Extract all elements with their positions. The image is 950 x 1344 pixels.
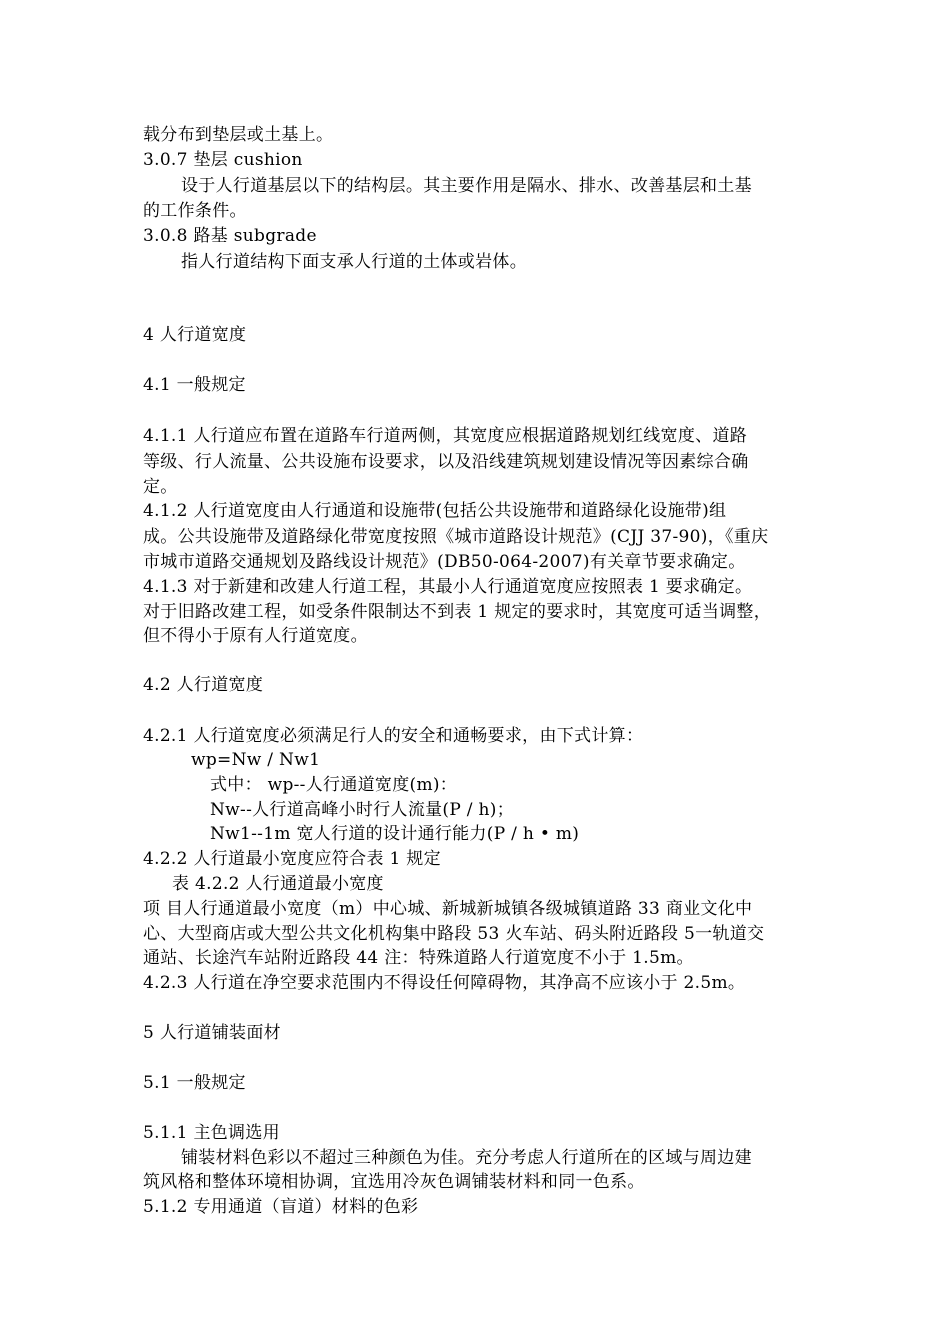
text-line: 筑风格和整体环境相协调，宜选用冷灰色调铺装材料和同一色系。 [143, 1172, 645, 1192]
text-line: 指人行道结构下面支承人行道的土体或岩体。 [181, 252, 527, 272]
section-heading-3-0-8: 3.0.8 路基 subgrade [143, 226, 317, 246]
text-line: 但不得小于原有人行道宽度。 [143, 626, 368, 646]
text-line: 对于旧路改建工程，如受条件限制达不到表 1 规定的要求时，其宽度可适当调整， [143, 602, 772, 622]
section-heading-3-0-7: 3.0.7 垫层 cushion [143, 150, 303, 170]
text-line: 市城市道路交通规划及路线设计规范》(DB50-064-2007)有关章节要求确定。 [143, 552, 746, 572]
formula-line: wp=Nw / Nw1 [191, 750, 321, 770]
formula-note: 式中： wp--人行通道宽度(m)： [210, 775, 458, 795]
text-line: 5.1.2 专用通道（盲道）材料的色彩 [143, 1197, 419, 1217]
text-line: 4.2.3 人行道在净空要求范围内不得设任何障碍物，其净高不应该小于 2.5m。 [143, 973, 746, 993]
text-line: 4.1.1 人行道应布置在道路车行道两侧，其宽度应根据道路规划红线宽度、道路 [143, 426, 748, 446]
text-line: 定。 [143, 477, 178, 497]
text-line: 4.2.2 人行道最小宽度应符合表 1 规定 [143, 849, 441, 869]
text-line: 铺装材料色彩以不超过三种颜色为佳。充分考虑人行道所在的区域与周边建 [181, 1148, 752, 1168]
text-line: 成。公共设施带及道路绿化带宽度按照《城市道路设计规范》(CJJ 37-90)，《重庆 [143, 527, 769, 547]
text-line: 4.1.3 对于新建和改建人行道工程，其最小人行通道宽度应按照表 1 要求确定。 [143, 577, 753, 597]
text-line: 5.1.1 主色调选用 [143, 1123, 280, 1143]
text-line: 4.1.2 人行道宽度由人行通道和设施带(包括公共设施带和道路绿化设施带)组 [143, 501, 727, 521]
text-line: 通站、长途汽车站附近路段 44 注：特殊道路人行道宽度不小于 1.5m。 [143, 948, 694, 968]
chapter-heading-5: 5 人行道铺装面材 [143, 1023, 281, 1043]
text-line: 载分布到垫层或土基上。 [143, 125, 334, 145]
section-heading-5-1: 5.1 一般规定 [143, 1073, 246, 1093]
formula-note: Nw--人行道高峰小时行人流量(P / h)； [210, 800, 515, 820]
text-line: 心、大型商店或大型公共文化机构集中路段 53 火车站、码头附近路段 5一轨道交 [143, 924, 765, 944]
text-line: 等级、行人流量、公共设施布设要求，以及沿线建筑规划建设情况等因素综合确 [143, 452, 749, 472]
text-line: 项 目人行通道最小宽度（m）中心城、新城新城镇各级城镇道路 33 商业文化中 [143, 899, 753, 919]
section-heading-4-1: 4.1 一般规定 [143, 375, 246, 395]
table-caption: 表 4.2.2 人行通道最小宽度 [172, 874, 384, 894]
text-line: 的工作条件。 [143, 201, 247, 221]
text-line: 设于人行道基层以下的结构层。其主要作用是隔水、排水、改善基层和土基 [181, 176, 752, 196]
text-line: 4.2.1 人行道宽度必须满足行人的安全和通畅要求，由下式计算： [143, 726, 644, 746]
section-heading-4-2: 4.2 人行道宽度 [143, 675, 264, 695]
chapter-heading-4: 4 人行道宽度 [143, 325, 247, 345]
formula-note: Nw1--1m 宽人行道的设计通行能力(P / h • m) [210, 824, 580, 844]
